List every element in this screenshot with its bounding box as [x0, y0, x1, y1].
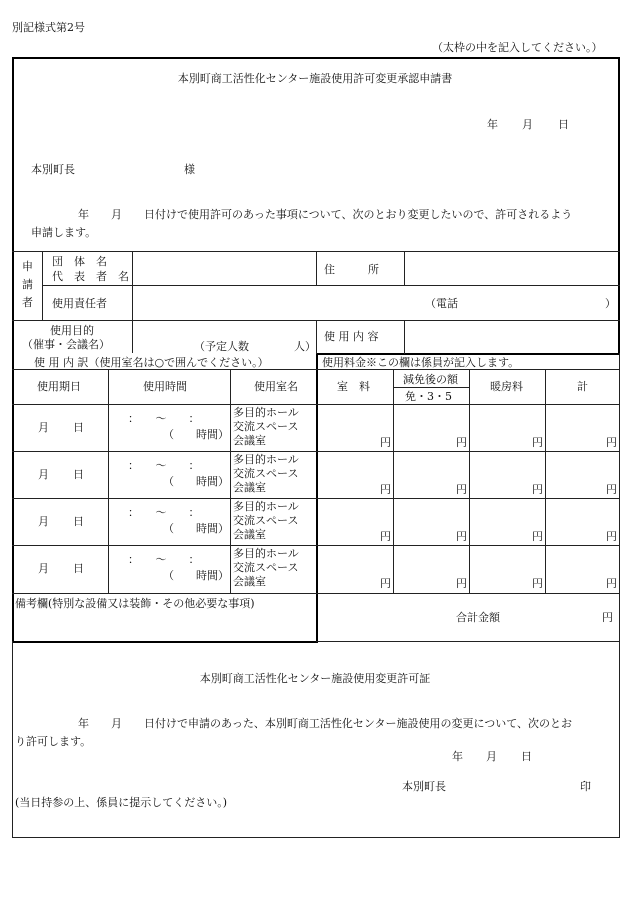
usage-v-roomfee	[393, 369, 394, 593]
col-header-reduced-rate: 免・3・5	[405, 390, 452, 403]
row-yen-reduced: 円	[456, 530, 467, 543]
grand-total-label: 合計金額	[456, 611, 500, 624]
row-yen-heating: 円	[532, 483, 543, 496]
usage-v-reduced	[469, 369, 470, 593]
usage-v-heating	[545, 369, 546, 593]
row-yen-heating: 円	[532, 577, 543, 590]
row-room-exchange: 交流スペース	[233, 467, 299, 480]
row-month: 月	[38, 562, 49, 575]
purpose-v1	[316, 320, 317, 354]
addressee-name: 本別町長	[31, 163, 75, 176]
usage-v-time	[230, 369, 231, 593]
purpose-sublabel: （催事・会議名）	[22, 338, 110, 351]
applicant-mid-line	[42, 285, 620, 286]
usage-header-line	[12, 369, 620, 370]
row-time-hours: （ 時間）	[163, 428, 229, 441]
permit-title: 本別町商工活性化センター施設使用変更許可証	[199, 672, 431, 685]
row-yen-heating: 円	[532, 436, 543, 449]
fee-note: 使用料金※この欄は係員が記入します。	[322, 356, 520, 369]
border-right-thick	[618, 57, 620, 353]
row-yen-room-fee: 円	[380, 577, 391, 590]
row-room-hall: 多目的ホール	[233, 547, 299, 560]
row-room-exchange: 交流スペース	[233, 420, 299, 433]
border-top	[12, 57, 620, 59]
row-room-hall: 多目的ホール	[233, 406, 299, 419]
row-month: 月	[38, 421, 49, 434]
manager-label: 使用責任者	[52, 297, 107, 310]
applicant-v4	[404, 251, 405, 286]
row-yen-reduced: 円	[456, 436, 467, 449]
row-yen-reduced: 円	[456, 483, 467, 496]
applicant-v3	[316, 251, 317, 286]
thick-bottom-left	[12, 641, 318, 643]
row-time-hours: （ 時間）	[163, 475, 229, 488]
applicant-label-char: 申	[22, 260, 33, 273]
usage-row2-top	[12, 451, 620, 452]
permit-divider	[316, 641, 620, 642]
row-yen-room-fee: 円	[380, 530, 391, 543]
addressee-honorific: 様	[184, 163, 195, 176]
form-title: 本別町商工活性化センター施設使用許可変更承認申請書	[177, 72, 453, 85]
row-yen-total: 円	[606, 483, 617, 496]
row-yen-total: 円	[606, 530, 617, 543]
people-close: 人）	[294, 340, 316, 353]
form-number: 別記様式第2号	[12, 21, 85, 34]
row-yen-total: 円	[606, 577, 617, 590]
row-room-exchange: 交流スペース	[233, 561, 299, 574]
border-right-thin	[619, 353, 620, 838]
row-yen-room-fee: 円	[380, 436, 391, 449]
address-label: 住 所	[324, 263, 379, 276]
row-yen-heating: 円	[532, 530, 543, 543]
row-time-hours: （ 時間）	[163, 569, 229, 582]
row-time-range: ： ～ ：	[128, 506, 200, 519]
row-day: 日	[73, 421, 84, 434]
usage-section-label: 使 用 内 訳（使用室名は○で囲んでください。）	[34, 356, 269, 369]
date-day: 日	[558, 118, 569, 131]
remarks-label: 備考欄(特別な設備又は装飾・その他必要な事項)	[15, 597, 255, 610]
applicant-v2	[132, 251, 133, 353]
body-line-1: 年 月 日付けで使用許可のあった事項について、次のとおり変更したいので、許可されるよう	[78, 208, 573, 221]
col-header-reduced: 減免後の額	[403, 373, 458, 386]
row-room-meeting: 会議室	[233, 481, 266, 494]
permit-note: (当日持参の上、係員に提示してください。)	[15, 796, 228, 809]
date-year: 年	[487, 118, 498, 131]
phone-open: （電話	[425, 297, 458, 310]
row-room-meeting: 会議室	[233, 575, 266, 588]
row-room-hall: 多目的ホール	[233, 500, 299, 513]
reduced-split-line	[393, 387, 469, 388]
representative-label: 代 表 者 名	[52, 270, 129, 283]
col-header-time: 使用時間	[143, 380, 187, 393]
row-yen-room-fee: 円	[380, 483, 391, 496]
grand-total-unit: 円	[602, 611, 613, 624]
col-header-heating: 暖房料	[490, 380, 523, 393]
row-room-exchange: 交流スペース	[233, 514, 299, 527]
row-day: 日	[73, 562, 84, 575]
permit-line-2: り許可します。	[15, 735, 92, 748]
applicant-label-char: 請	[22, 278, 33, 291]
border-left-thick	[12, 57, 14, 642]
row-time-hours: （ 時間）	[163, 522, 229, 535]
usage-row1-top	[12, 404, 620, 405]
col-header-total: 計	[577, 380, 588, 393]
permit-date-year: 年	[452, 750, 463, 763]
permit-line-1: 年 月 日付けで申請のあった、本別町商工活性化センター施設使用の変更について、次のとお	[78, 717, 573, 730]
row-yen-reduced: 円	[456, 577, 467, 590]
body-line-2: 申請します。	[31, 226, 97, 239]
applicant-label-char: 者	[22, 296, 33, 309]
col-header-room-fee: 室 料	[337, 380, 370, 393]
permit-date-day: 日	[521, 750, 532, 763]
row-yen-total: 円	[606, 436, 617, 449]
applicant-vertical-label	[22, 258, 33, 312]
purpose-label: 使用目的	[50, 324, 94, 337]
fill-instruction: （太枠の中を記入してください。）	[432, 41, 603, 54]
usage-row4-top	[12, 545, 620, 546]
usage-rows-bottom	[12, 593, 620, 594]
usage-row3-top	[12, 498, 620, 499]
applicant-v1	[42, 251, 43, 320]
border-left-lower	[12, 641, 13, 838]
row-room-meeting: 会議室	[233, 434, 266, 447]
row-time-range: ： ～ ：	[128, 459, 200, 472]
col-header-room: 使用室名	[254, 380, 298, 393]
row-time-range: ： ～ ：	[128, 553, 200, 566]
permit-issuer: 本別町長	[402, 780, 446, 793]
row-month: 月	[38, 515, 49, 528]
border-bottom	[12, 837, 620, 838]
usage-content-label: 使 用 内 容	[324, 330, 379, 343]
usage-v-date	[108, 369, 109, 593]
permit-date-month: 月	[486, 750, 497, 763]
seal-mark: 印	[580, 780, 591, 793]
purpose-v2	[404, 320, 405, 354]
org-name-label: 団 体 名	[52, 255, 107, 268]
col-header-date: 使用期日	[37, 380, 81, 393]
date-month: 月	[522, 118, 533, 131]
phone-close: ）	[605, 297, 616, 310]
row-day: 日	[73, 515, 84, 528]
thick-step	[316, 353, 620, 355]
expected-people-label: （予定人数	[194, 340, 249, 353]
row-room-hall: 多目的ホール	[233, 453, 299, 466]
row-day: 日	[73, 468, 84, 481]
row-month: 月	[38, 468, 49, 481]
row-time-range: ： ～ ：	[128, 412, 200, 425]
row-room-meeting: 会議室	[233, 528, 266, 541]
